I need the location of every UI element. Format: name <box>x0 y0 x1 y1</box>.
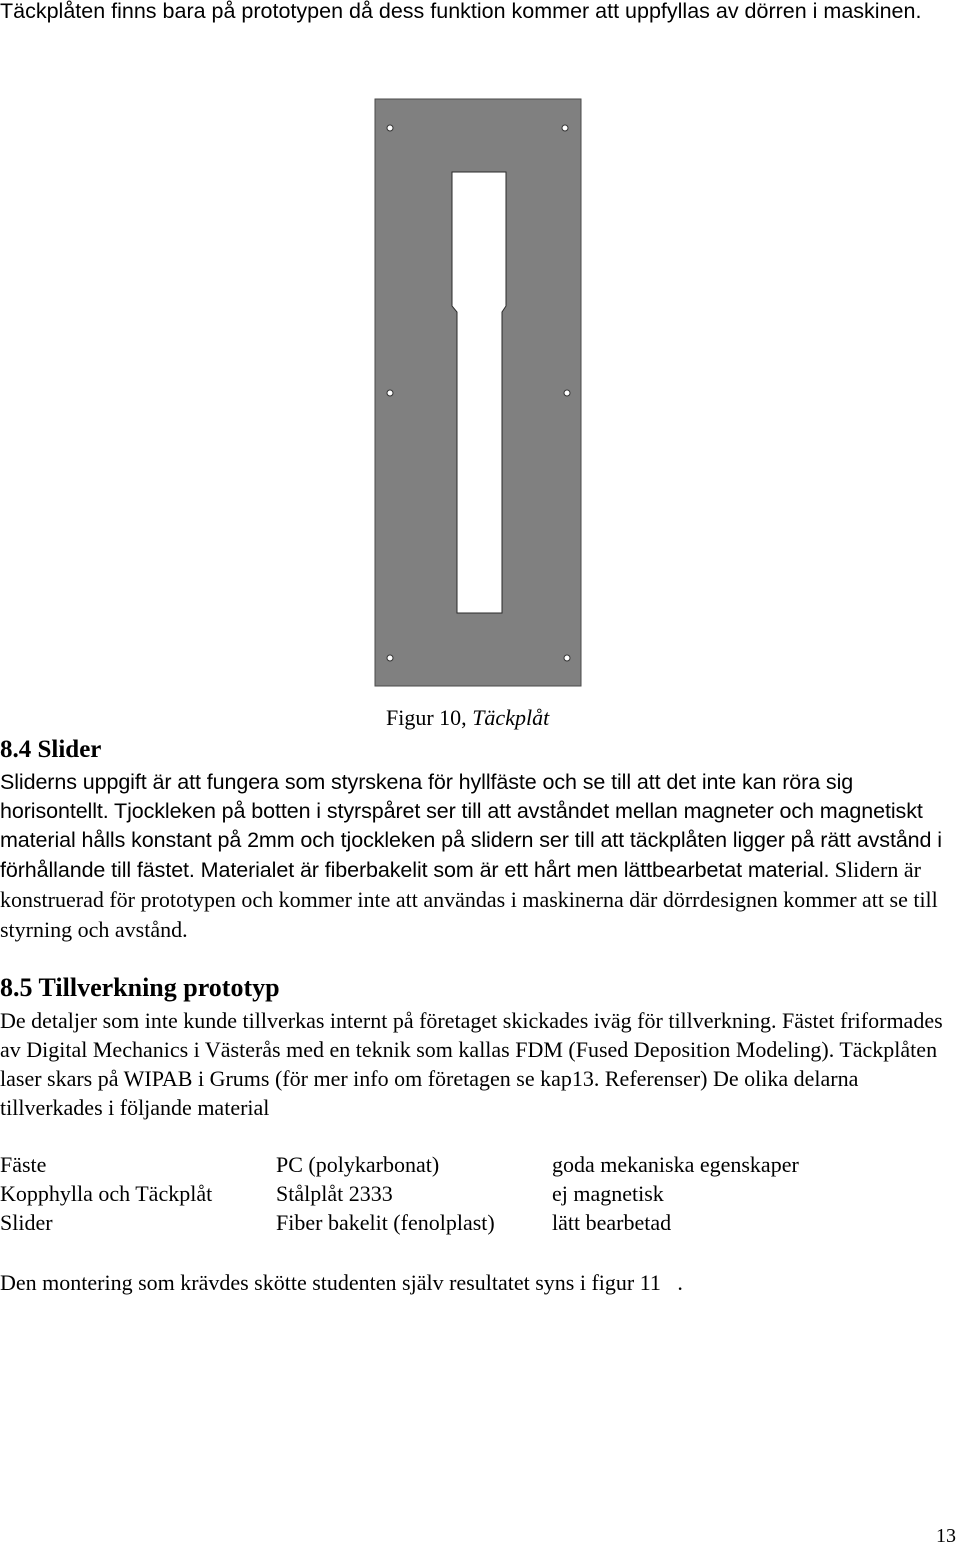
slider-text-3: Slidern är konstruerad för prototypen och kommer inte att användas i maskinerna där dörrdesignen kommer att se till styrning och avstånd. <box>0 857 938 942</box>
material-cell: Stålplåt 2333 <box>276 1181 393 1206</box>
manufacturing-text-1: De detaljer som inte kunde tillverkas internt på företaget skickades iväg för tillverkning. Fästet friformades av Digital Mechanics i Västerås med en teknik som kallas FDM (Fused Deposition Modeling). Täckplåten laser skars på WIPAB i Grums (för mer info om företagen se kap13. <box>0 1008 943 1091</box>
page-number: 13 <box>936 1525 956 1547</box>
cover-plate-drawing <box>371 97 582 689</box>
table-row <box>0 1208 799 1237</box>
slider-text-1: Sliderns uppgift är att fungera som styrskena för hyllfäste och se till att det inte kan röra sig horisontellt. <box>0 770 854 823</box>
table-row <box>0 1179 799 1208</box>
section-heading-8-5: 8.5 Tillverkning prototyp <box>0 973 280 1002</box>
slider-text-2: Tjockleken på botten i styrspåret ser till att avståndet mellan magneter och magnetiskt material hålls konstant på 2mm och tjockleken på slidern ser till att täckplåten ligger på rätt avstånd i förhållande till fästet. Materialet är fiberbakelit som är ett hårt men lättbearbetat material. <box>0 799 942 882</box>
assembly-text: Den montering som krävdes skötte studenten själv resultatet syns i figur 11 <box>0 1270 661 1295</box>
material-cell: Fiber bakelit (fenolplast) <box>276 1210 495 1235</box>
property-cell: goda mekaniska egenskaper <box>552 1152 799 1177</box>
manufacturing-paragraph <box>0 1006 955 1122</box>
part-cell: Fäste <box>0 1152 47 1177</box>
manufacturing-text-2: Referenser) De olika delarna tillverkades i följande material <box>0 1066 859 1120</box>
part-cell: Slider <box>0 1210 53 1235</box>
materials-table <box>0 1150 799 1237</box>
part-cell: Kopphylla och Täckplåt <box>0 1181 213 1206</box>
assembly-paragraph <box>0 1268 683 1297</box>
property-cell: ej magnetisk <box>552 1181 664 1206</box>
assembly-period: . <box>660 1270 683 1295</box>
property-cell: lätt bearbetad <box>552 1210 672 1235</box>
section-heading-8-4: 8.4 Slider <box>0 736 102 763</box>
figure-caption <box>386 704 549 732</box>
slider-paragraph <box>0 768 955 945</box>
material-cell: PC (polykarbonat) <box>276 1152 440 1177</box>
figure-caption-label: Figur 10, <box>386 705 473 730</box>
figure-caption-title: Täckplåt <box>472 705 550 730</box>
intro-paragraph: Täckplåten finns bara på prototypen då dess funktion kommer att uppfyllas av dörren i maskinen. <box>0 0 922 23</box>
table-row <box>0 1150 799 1179</box>
